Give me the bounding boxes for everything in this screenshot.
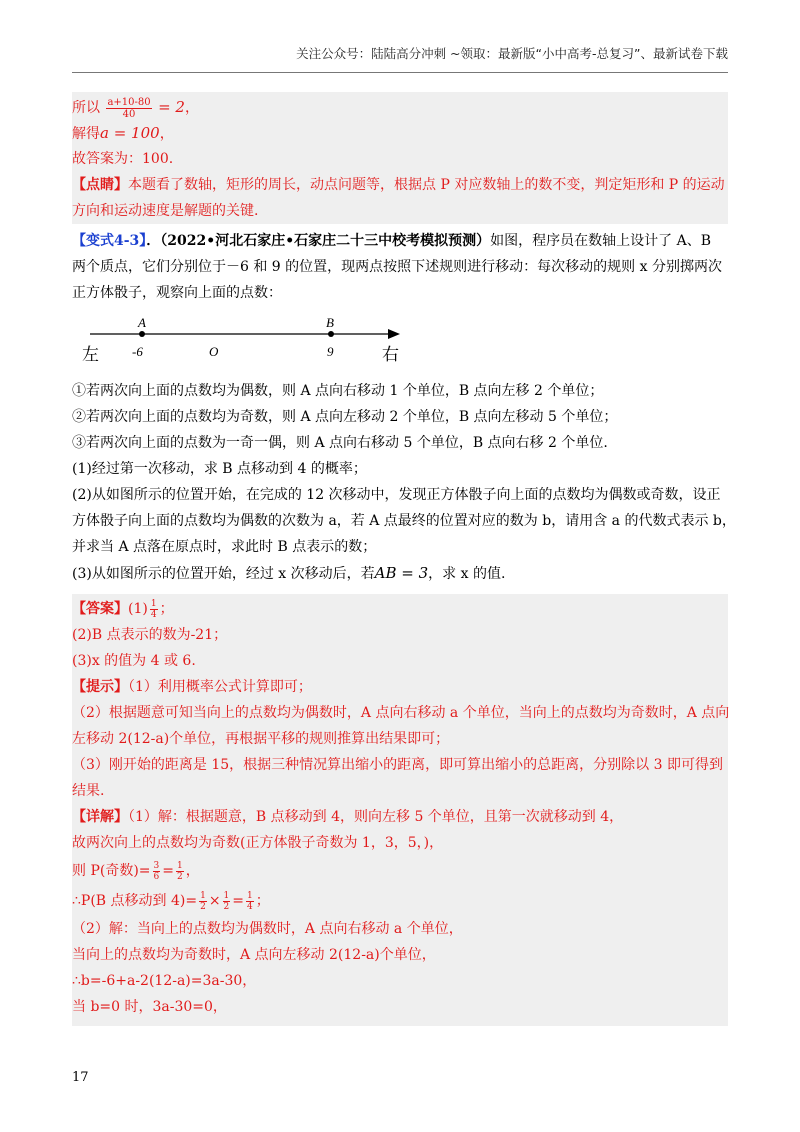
text: 则 P(奇数)=: [72, 863, 151, 879]
fraction: [246, 891, 254, 912]
tick-label-b: 9: [327, 344, 334, 359]
text: ，: [185, 863, 200, 879]
formula: a = 100: [100, 124, 160, 142]
rule-2: ②若两次向上面的点数均为奇数，则 A 点向左移动 2 个单位，B 点向左移动 5 个单位；: [72, 409, 618, 425]
problem-source: ．（2022•河北石家庄•石家庄二十三中校考模拟预测）: [146, 233, 491, 249]
answer-box: [72, 594, 728, 1026]
text: 所以: [72, 100, 100, 116]
previous-solution-box: [72, 92, 728, 224]
point-b-dot: [328, 331, 334, 337]
comment-line-1: [72, 172, 728, 198]
text: （1）利用概率公式计算即可；: [128, 679, 312, 695]
numerator: 1: [150, 598, 157, 609]
numerator: 1: [200, 890, 206, 901]
right-label: 右: [382, 345, 399, 365]
detail-line-5: （2）解：当向上的点数均为偶数时，A 点向右移动 a 个单位，: [72, 921, 463, 937]
numerator: a+10-80: [107, 96, 151, 108]
page-header: 关注公众号：陆陆高分冲刺 ~领取：最新版“小中高考-总复习”、最新试卷下载: [296, 46, 728, 61]
rules-and-questions: [72, 378, 736, 586]
detail-line-8: 当 b=0 时，3a-30=0，: [72, 999, 227, 1015]
text: 如图，程序员在数轴上设计了 A、B: [490, 233, 712, 249]
problem-line-3: 正方体骰子，观察向上面的点数：: [72, 285, 282, 301]
text: ∴P(B 点移动到 4)=: [72, 893, 198, 909]
detail-label: 【详解】: [72, 809, 128, 825]
detail-line-7: ∴b=-6+a-2(12-a)=3a-30，: [72, 973, 257, 989]
hint-line-3: 左移动 2(12-a)个单位，再根据平移的规则推算出结果即可；: [72, 731, 450, 747]
equals: =: [162, 863, 174, 879]
question-2-line-3: 并求当 A 点落在原点时，求此时 B 点表示的数；: [72, 539, 377, 555]
hint-line-1: [72, 674, 728, 700]
denominator: 40: [122, 108, 136, 120]
fraction: [176, 861, 184, 882]
hint-line-4: （3）刚开始的距离是 15，根据三种情况算出缩小的距离，即可算出缩小的总距离，分别除以 3 即可得到: [72, 757, 723, 773]
hint-label: 【提示】: [72, 679, 128, 695]
numerator: 3: [153, 860, 160, 871]
hint-line-5: 结果.: [72, 783, 105, 799]
tick-label-a: -6: [132, 344, 143, 359]
text: 解得: [72, 126, 100, 142]
numerator: 1: [177, 860, 183, 871]
rule-3: ③若两次向上面的点数为一奇一偶，则 A 点向右移动 5 个单位，B 点向右移 2 个单位.: [72, 435, 608, 451]
page-number: 17: [72, 1070, 89, 1085]
text: (1): [128, 601, 148, 617]
left-label: 左: [82, 345, 99, 365]
comment-line-2: 方向和运动速度是解题的关键.: [72, 203, 259, 219]
rule-1: ①若两次向上面的点数均为偶数，则 A 点向右移动 1 个单位，B 点向左移 2 个单位；: [72, 383, 604, 399]
text: ，: [184, 100, 199, 116]
text: （1）解：根据题意，B 点移动到 4，则向左移 5 个单位，且第一次就移动到 4，: [128, 809, 624, 825]
formula: = 2: [158, 98, 185, 116]
text: ；: [159, 601, 174, 617]
header-rule: [72, 72, 728, 73]
fraction: [150, 599, 158, 620]
point-a-label: A: [138, 315, 146, 330]
problem-line-2: 两个质点，它们分别位于－6 和 9 的位置，现两点按照下述规则进行移动：每次移动的规则 x 分别掷两次: [72, 259, 722, 275]
detail-line-4: [72, 886, 728, 916]
text: (3)从如图所示的位置开始，经过 x 次移动后，若: [72, 566, 375, 582]
question-3: [72, 560, 728, 586]
fraction: [223, 891, 231, 912]
text: 本题看了数轴，矩形的周长，动点问题等，根据点 P 对应数轴上的数不变，判定矩形和 P 的运动: [128, 177, 725, 193]
solution-line-3: 故答案为：100.: [72, 151, 174, 167]
numerator: 1: [247, 890, 253, 901]
point-b-label: B: [326, 315, 334, 330]
answer-line-1: [72, 596, 728, 622]
question-2-line-1: (2)从如图所示的位置开始，在完成的 12 次移动中，发现正方体骰子向上面的点数均为偶数或奇数，设正: [72, 487, 721, 503]
point-a-dot: [139, 331, 145, 337]
detail-line-3: [72, 856, 728, 886]
question-2-line-2: 方体骰子向上面的点数均为偶数的次数为 a，若 A 点最终的位置对应的数为 b，请用含 a 的代数式表示 b，: [72, 513, 736, 529]
text: ，求 x 的值.: [428, 566, 506, 582]
denominator: 2: [223, 901, 230, 912]
answer-line-2: (2)B 点表示的数为-21；: [72, 627, 228, 643]
denominator: 4: [247, 901, 253, 912]
hint-line-2: （2）根据题意可知当向上的点数均为偶数时，A 点向右移动 a 个单位，当向上的点数均为奇数时，A 点向: [72, 705, 730, 721]
problem-statement: [72, 228, 728, 306]
times: ×: [208, 893, 221, 909]
answer-label: 【答案】: [72, 601, 128, 617]
text: ；: [255, 893, 270, 909]
denominator: 4: [150, 609, 157, 620]
question-1: (1)经过第一次移动，求 B 点移动到 4 的概率；: [72, 461, 367, 477]
arrow-head-icon: [388, 329, 400, 339]
solution-line-1: [72, 94, 728, 120]
denominator: 2: [177, 871, 183, 882]
formula: AB = 3: [374, 564, 429, 582]
detail-line-2: 故两次向上的点数均为奇数(正方体骰子奇数为 1，3，5，)，: [72, 835, 444, 851]
tick-label-origin: O: [209, 344, 219, 359]
fraction: [199, 891, 207, 912]
numerator: 1: [223, 890, 230, 901]
answer-line-3: (3)x 的值为 4 或 6.: [72, 653, 196, 669]
fraction: [106, 97, 151, 120]
denominator: 2: [200, 901, 206, 912]
number-line-figure: [80, 310, 420, 380]
number-line-svg: [80, 310, 420, 380]
denominator: 6: [153, 871, 160, 882]
fraction: [153, 861, 161, 882]
solution-line-2: [72, 120, 728, 146]
detail-line-6: 当向上的点数均为奇数时，A 点向左移动 2(12-a)个单位，: [72, 947, 436, 963]
comment-label: 【点睛】: [72, 177, 128, 193]
detail-line-1: [72, 804, 728, 830]
problem-tag: 【变式4-3】: [72, 233, 147, 249]
equals: =: [232, 893, 245, 909]
text: ，: [159, 126, 174, 142]
problem-line-1: [72, 228, 728, 254]
